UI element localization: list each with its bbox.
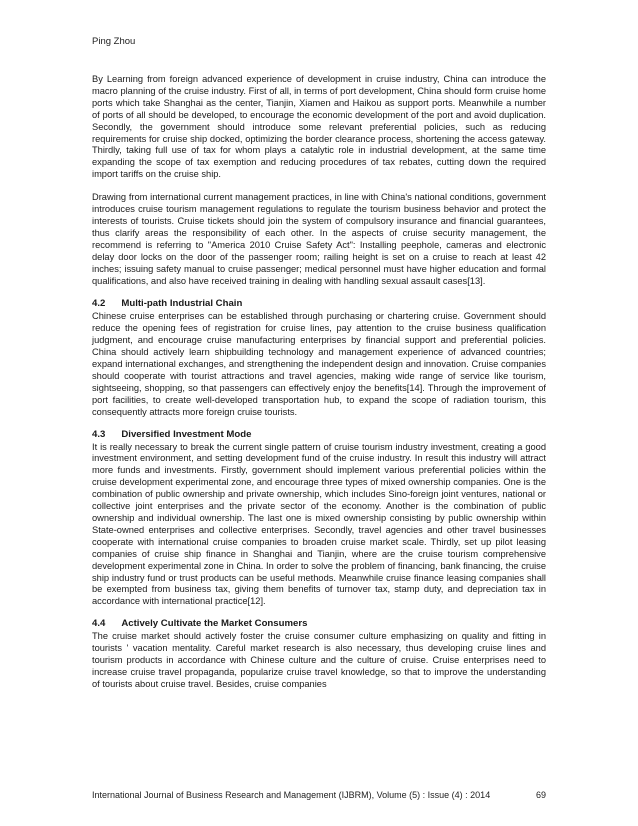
section-4-3 — [92, 429, 546, 609]
paragraph: By Learning from foreign advanced experience of development in cruise industry, China can introduce the macro planning of the cruise industry. First of all, in terms of port development, China should form cruise home ports which take Shanghai as the center, Tianjin, Xiamen and Haikou as support ports. Meanwhile a number of ports of all should be developed, to encourage the economic development of the port and avoid duplication. Secondly, the government should introduce some relevant preferential policies, such as reducing requirements for cruise ship docked, optimizing the border clearance process, shortening the access gateway. Thirdly, taking full use of tax for whom plays a catalytic role in industrial development, at the same time expanding the scope of tax exemption and reducing procedures of tax rebates, cutting down the required import tariffs on the cruise ship. — [92, 74, 546, 180]
section-title: Multi-path Industrial Chain — [121, 298, 243, 310]
paragraph: Drawing from international current management practices, in line with China's national conditions, government introduces cruise tourism management regulations to regulate the tourism business behavior and protect the interests of tourists. Cruise tickets should join the system of compulsory insurance and financial guarantees, thus clarify areas the responsibility of each other. In the aspects of cruise security management, the recommend is referring to "America 2010 Cruise Safety Act": Installing peephole, cameras and electronic delay door locks on the door of the passenger room; railing height is set on a cruise to reach at least 42 inches; issuing safety manual to cruise passenger; medical personnel must have higher education and formal qualifications, and also have received training in dealing with handling sexual assault cases[13]. — [92, 192, 546, 286]
running-header-author: Ping Zhou — [92, 36, 136, 47]
section-text: Chinese cruise enterprises can be established through purchasing or chartering cruise. Government should reduce the opening fees of registration for cruise lines, pay attention to the cruise business qualification judgment, and encourage cruise manufacturing enterprises by financial support and preferential policies. China should actively learn shipbuilding technology and management experience of advanced countries; expand international exchanges, and strengthening the independent design and innovation. Cruise companies should cooperate with tourist attractions and travel agencies, making wide range of service like tourism, sightseeing, shopping, so that passengers can effectively enjoy the benefits[14]. Through the improvement of port facilities, to create well-developed transportation hub, to expand the scope of radiation tourism, this consequently attracts more foreign cruise tourists. — [92, 311, 546, 417]
section-heading — [92, 298, 546, 310]
section-number: 4.3 — [92, 428, 106, 440]
page-footer — [92, 790, 546, 800]
section-4-2 — [92, 298, 546, 418]
section-text: The cruise market should actively foster the cruise consumer culture emphasizing on quality and fitting in tourists ' vacation mentality. Careful market research is also necessary, thus developing cruise lines and tourism products in accordance with Chinese culture and the culture of cruise. Cruise enterprises need to increase cruise travel propaganda, popularize cruise travel knowledge, so that to improve the understanding of tourists about cruise travel. Besides, cruise companies — [92, 631, 546, 689]
article-body — [92, 74, 546, 701]
section-heading — [92, 618, 546, 630]
page-number: 69 — [535, 790, 546, 800]
section-title: Diversified Investment Mode — [121, 428, 252, 440]
journal-citation: International Journal of Business Research and Management (IJBRM), Volume (5) : Issue (4) : 2014 — [92, 790, 491, 800]
section-text: It is really necessary to break the current single pattern of cruise tourism industry investment, creating a good investment environment, and setting development fund of the cruise industry. In result this industry will attract more funds and investments. Firstly, government should implement various preferential policies within the cruise development experimental zone, and encourage three types of mixed ownership companies. One is the combination of public ownership and private ownership, which includes Sino-foreign joint ventures, national or collective joint enterprises and the private sector of the economy. Another is the combination of public ownership and individual ownership. The last one is mixed ownership consisting by public ownership within State-owned enterprises and collective enterprises. Secondly, travel agencies and other travel businesses cooperate with international cruise companies to broaden cruise market scale. Thirdly, set up pilot leasing companies of cruise ship finance in Shanghai and Tianjin, where are the cruise tourism comprehensive development experimental zone in China. In order to solve the problem of financing, bank financing, the cruise ship industry fund or trust products can be useful methods. Meanwhile cruise finance leasing companies shall be exempted from business tax, giving them benefits of turnover tax, stamp duty, and depreciation tax in accordance with international practice[12]. — [92, 441, 546, 607]
section-heading — [92, 429, 546, 441]
section-4-4 — [92, 618, 546, 691]
section-number: 4.2 — [92, 298, 106, 310]
section-number: 4.4 — [92, 618, 106, 630]
section-title: Actively Cultivate the Market Consumers — [121, 618, 308, 630]
